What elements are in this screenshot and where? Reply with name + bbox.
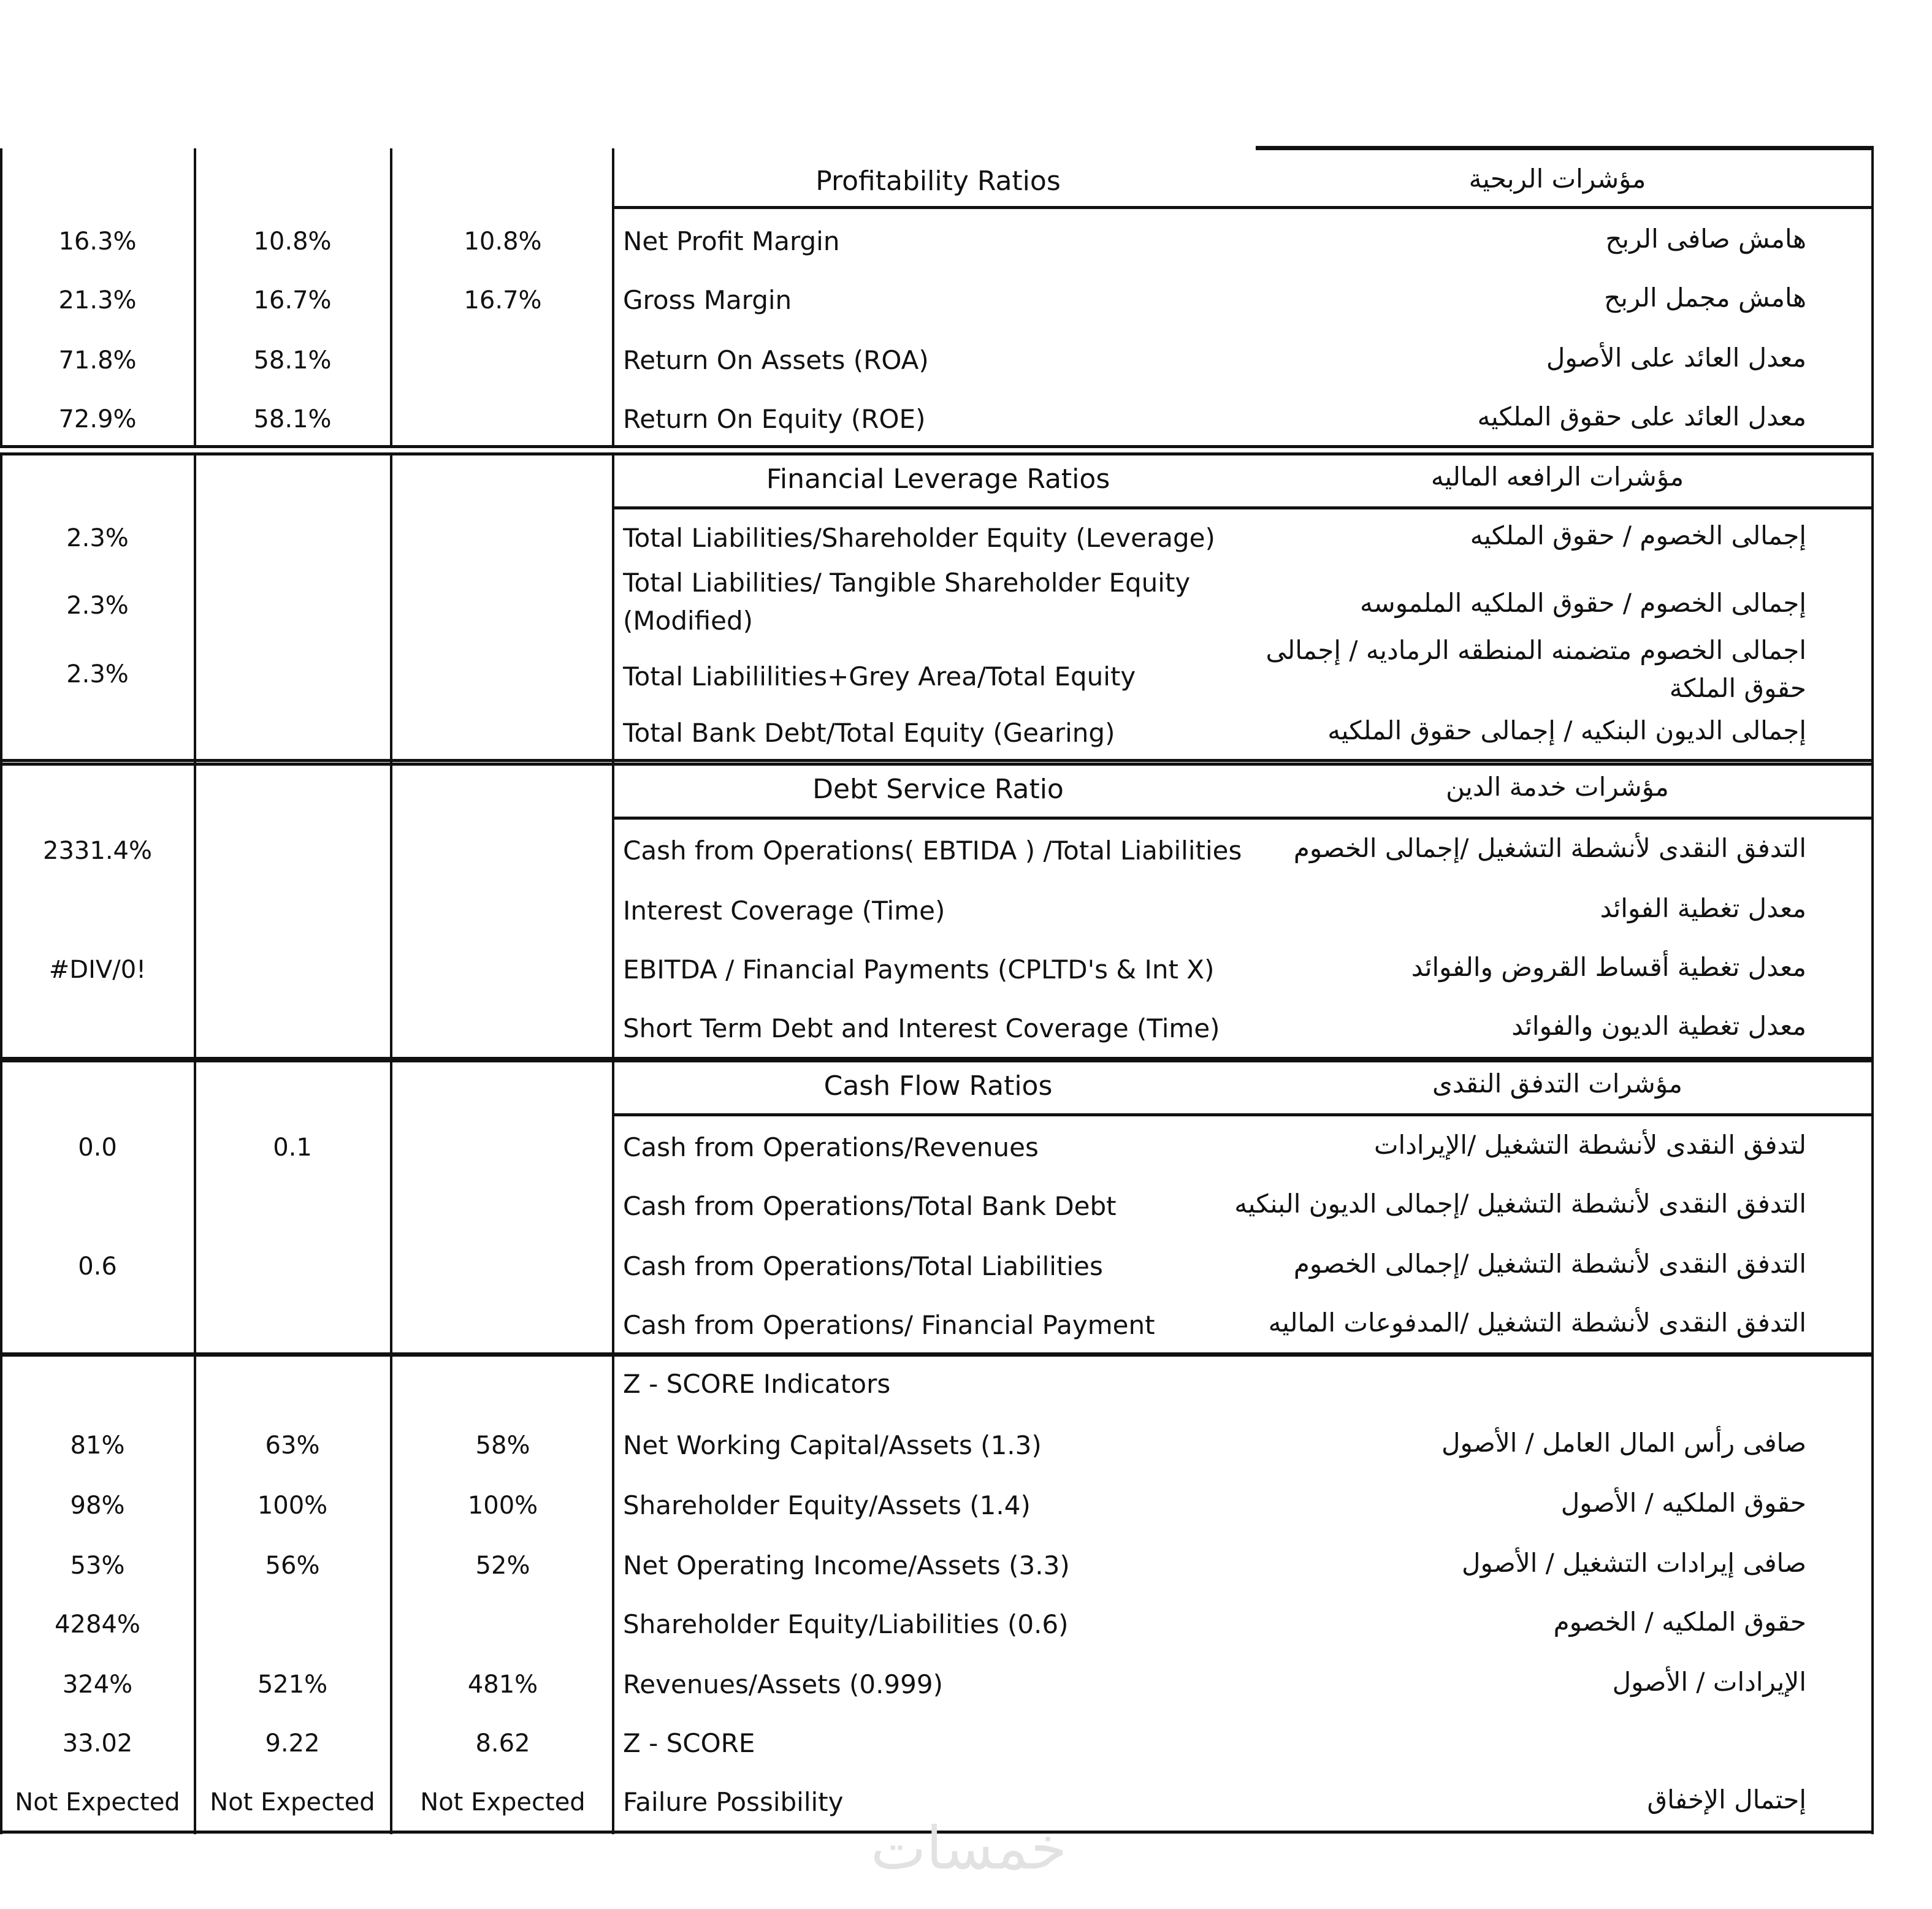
leverage-row-0-v3	[394, 514, 612, 563]
debt-row-1-en: Interest Coverage (Time)	[623, 896, 945, 926]
leverage-row-1-ar: إجمالى الخصوم / حقوق الملكيه الملموسه	[1360, 588, 1806, 618]
leverage-row-3-v2	[197, 709, 388, 758]
zscore-row-3-v2	[197, 1600, 388, 1649]
profitability-row-1-v1: 21.3%	[58, 286, 137, 314]
zscore-row-0-v2: 63%	[265, 1431, 320, 1460]
zscore-row-2-v2: 56%	[265, 1552, 320, 1580]
zscore-row-6-v3: Not Expected	[420, 1788, 586, 1816]
profitability-block	[0, 148, 1874, 448]
cashflow-row-2-en: Cash from Operations/Total Liabilities	[623, 1251, 1103, 1281]
debt-row-3-v2	[197, 1004, 388, 1053]
leverage-row-1-v3	[394, 581, 612, 630]
zscore-row-5-en: Z - SCORE	[623, 1728, 755, 1758]
debt-row-0-en: Cash from Operations( EBTIDA ) /Total Liabilities	[623, 836, 1242, 866]
zscore-row-2-v1: 53%	[70, 1552, 125, 1580]
leverage-row-0-v2	[197, 514, 388, 563]
leverage-row-3-en: Total Bank Debt/Total Equity (Gearing)	[623, 718, 1115, 748]
zscore-row-6-v2: Not Expected	[210, 1788, 375, 1816]
cashflow-row-0-v3	[394, 1123, 612, 1172]
leverage-row-0-v1: 2.3%	[66, 524, 129, 552]
profitability-row-1-ar: هامش مجمل الربح	[1604, 283, 1806, 313]
cashflow-row-2-v3	[394, 1242, 612, 1291]
zscore-row-4-v3: 481%	[467, 1671, 538, 1699]
profitability-row-2-v2: 58.1%	[253, 346, 332, 375]
zscore-row-1-en: Shareholder Equity/Assets (1.4)	[623, 1490, 1031, 1520]
zscore-row-3-v1: 4284%	[55, 1610, 140, 1639]
zscore-row-3-v3	[394, 1600, 612, 1649]
cashflow-row-1-v1	[4, 1182, 191, 1231]
debt-row-2-en: EBITDA / Financial Payments (CPLTD's & Int X)	[623, 954, 1215, 985]
zscore-row-5-ar	[1193, 1717, 1806, 1766]
zscore-row-0-v1: 81%	[70, 1431, 125, 1460]
leverage-row-2-ar: اجمالى الخصوم متضمنه المنطقه الرماديه / إجمالى حقوق الملكة	[1266, 635, 1806, 703]
zscore-row-3-ar: حقوق الملكيه / الخصوم	[1553, 1607, 1806, 1637]
zscore-row-0-en: Net Working Capital/Assets (1.3)	[623, 1430, 1042, 1460]
zscore-row-5-v2: 9.22	[265, 1729, 320, 1758]
profitability-row-0-v1: 16.3%	[58, 227, 137, 256]
zscore-row-5-v3: 8.62	[475, 1729, 530, 1758]
debt-row-1-v3	[394, 886, 612, 935]
zscore-row-0-ar: صافى رأس المال العامل / الأصول	[1441, 1428, 1806, 1458]
zscore-row-4-v2: 521%	[257, 1671, 328, 1699]
profitability-row-3-v1: 72.9%	[58, 405, 137, 433]
debt-row-3-en: Short Term Debt and Interest Coverage (Time)	[623, 1013, 1220, 1043]
debt-row-1-ar: معدل تغطية الفوائد	[1600, 893, 1806, 923]
zscore-row-4-en: Revenues/Assets (0.999)	[623, 1669, 943, 1699]
zscore-title-en: Z - SCORE Indicators	[623, 1369, 891, 1399]
zscore-row-2-ar: صافى إيرادات التشغيل / الأصول	[1461, 1548, 1806, 1578]
zscore-row-1-v1: 98%	[70, 1492, 125, 1520]
debt-row-2-v2	[197, 945, 388, 994]
cashflow-row-0-ar: لتدفق النقدى لأنشطة التشغيل /الإيرادات	[1374, 1130, 1806, 1160]
profitability-row-2-en: Return On Assets (ROA)	[623, 345, 929, 375]
cashflow-row-2-v2	[197, 1242, 388, 1291]
leverage-title-en: Financial Leverage Ratios	[766, 463, 1110, 495]
profitability-title-en: Profitability Ratios	[815, 166, 1061, 197]
debt-row-2-ar: معدل تغطية أقساط القروض والفوائد	[1411, 952, 1806, 982]
leverage-row-0-en: Total Liabilities/Shareholder Equity (Leverage)	[623, 523, 1215, 553]
debt-row-0-v3	[394, 826, 612, 875]
profitability-title-ar: مؤشرات الربحية	[1468, 164, 1646, 194]
cashflow-row-1-ar: التدفق النقدى لأنشطة التشغيل /إجمالى الديون البنكيه	[1234, 1189, 1806, 1219]
zscore-row-5-v1: 33.02	[62, 1729, 133, 1758]
leverage-row-2-en: Total Liabililities+Grey Area/Total Equity	[623, 661, 1136, 692]
zscore-row-1-v2: 100%	[257, 1492, 328, 1520]
zscore-row-4-ar: الإيرادات / الأصول	[1612, 1667, 1806, 1697]
zscore-row-6-v1: Not Expected	[15, 1788, 180, 1816]
debt-row-3-ar: معدل تغطية الديون والفوائد	[1511, 1011, 1806, 1041]
profitability-row-1-v3: 16.7%	[464, 286, 542, 314]
leverage-row-2-v1: 2.3%	[66, 660, 129, 688]
profitability-row-3-en: Return On Equity (ROE)	[623, 404, 926, 434]
cashflow-row-1-en: Cash from Operations/Total Bank Debt	[623, 1191, 1117, 1221]
profitability-row-1-en: Gross Margin	[623, 285, 792, 315]
cashflow-row-3-ar: التدفق النقدى لأنشطة التشغيل /المدفوعات الماليه	[1268, 1308, 1806, 1338]
zscore-row-1-v3: 100%	[467, 1492, 538, 1520]
debt-row-0-v2	[197, 826, 388, 875]
profitability-row-3-v2: 58.1%	[253, 405, 332, 433]
cashflow-title-en: Cash Flow Ratios	[823, 1070, 1053, 1102]
cashflow-row-1-v2	[197, 1182, 388, 1231]
zscore-row-6-ar: إحتمال الإخفاق	[1647, 1785, 1806, 1815]
debt-row-0-ar: التدفق النقدى لأنشطة التشغيل /إجمالى الخصوم	[1293, 833, 1806, 863]
leverage-row-2-v3	[394, 650, 612, 699]
profitability-row-3-v3	[394, 395, 612, 444]
profitability-row-1-v2: 16.7%	[253, 286, 332, 314]
cashflow-row-0-v1: 0.0	[78, 1134, 117, 1162]
cashflow-row-3-v1	[4, 1301, 191, 1350]
debt-row-1-v1	[4, 886, 191, 935]
zscore-row-3-en: Shareholder Equity/Liabilities (0.6)	[623, 1609, 1069, 1639]
leverage-row-3-v3	[394, 709, 612, 758]
leverage-row-3-ar: إجمالى الديون البنكيه / إجمالى حقوق الملكيه	[1327, 715, 1806, 745]
debt-title-ar: مؤشرات خدمة الدين	[1446, 772, 1669, 802]
cashflow-row-2-v1: 0.6	[78, 1252, 117, 1281]
cashflow-row-3-en: Cash from Operations/ Financial Payment	[623, 1310, 1155, 1340]
debt-row-3-v3	[394, 1004, 612, 1053]
leverage-row-2-v2	[197, 650, 388, 699]
cashflow-row-0-v2: 0.1	[273, 1134, 312, 1162]
debt-row-1-v2	[197, 886, 388, 935]
leverage-row-0-ar: إجمالى الخصوم / حقوق الملكيه	[1470, 520, 1806, 551]
profitability-row-3-ar: معدل العائد على حقوق الملكيه	[1477, 402, 1806, 432]
leverage-row-1-v2	[197, 581, 388, 630]
cashflow-row-0-en: Cash from Operations/Revenues	[623, 1132, 1039, 1162]
cashflow-row-3-v3	[394, 1301, 612, 1350]
debt-row-0-v1: 2331.4%	[43, 837, 152, 865]
cashflow-block	[0, 1059, 1874, 1356]
zscore-row-2-en: Net Operating Income/Assets (3.3)	[623, 1550, 1070, 1580]
profitability-row-0-en: Net Profit Margin	[623, 226, 840, 256]
leverage-row-1-v1: 2.3%	[66, 592, 129, 620]
debt-row-2-v3	[394, 945, 612, 994]
zscore-row-4-v1: 324%	[62, 1671, 133, 1699]
leverage-row-1-en: Total Liabilities/ Tangible Shareholder Equity (Modified)	[623, 568, 1191, 636]
leverage-title-ar: مؤشرات الرافعه الماليه	[1430, 462, 1684, 492]
debt-row-2-v1: #DIV/0!	[48, 956, 147, 984]
zscore-block	[0, 1354, 1874, 1834]
profitability-row-2-ar: معدل العائد على الأصول	[1546, 343, 1806, 373]
zscore-row-0-v3: 58%	[475, 1431, 530, 1460]
cashflow-title-ar: مؤشرات التدفق النقدى	[1432, 1069, 1683, 1099]
watermark: خمسات	[870, 1814, 1067, 1883]
debt-title-en: Debt Service Ratio	[812, 774, 1064, 805]
profitability-row-2-v3	[394, 336, 612, 385]
debt-row-3-v1	[4, 1004, 191, 1053]
zscore-row-6-en: Failure Possibility	[623, 1787, 844, 1817]
profitability-row-0-ar: هامش صافى الربح	[1605, 224, 1806, 254]
zscore-row-1-ar: حقوق الملكيه / الأصول	[1560, 1488, 1806, 1518]
profitability-row-0-v2: 10.8%	[253, 227, 332, 256]
debt-block	[0, 763, 1874, 1061]
cashflow-row-2-ar: التدفق النقدى لأنشطة التشغيل /إجمالى الخصوم	[1293, 1249, 1806, 1279]
leverage-row-3-v1	[4, 709, 191, 758]
profitability-row-0-v3: 10.8%	[464, 227, 542, 256]
cashflow-row-1-v3	[394, 1182, 612, 1231]
cashflow-row-3-v2	[197, 1301, 388, 1350]
profitability-row-2-v1: 71.8%	[58, 346, 137, 375]
zscore-row-2-v3: 52%	[475, 1552, 530, 1580]
leverage-block	[0, 452, 1874, 763]
